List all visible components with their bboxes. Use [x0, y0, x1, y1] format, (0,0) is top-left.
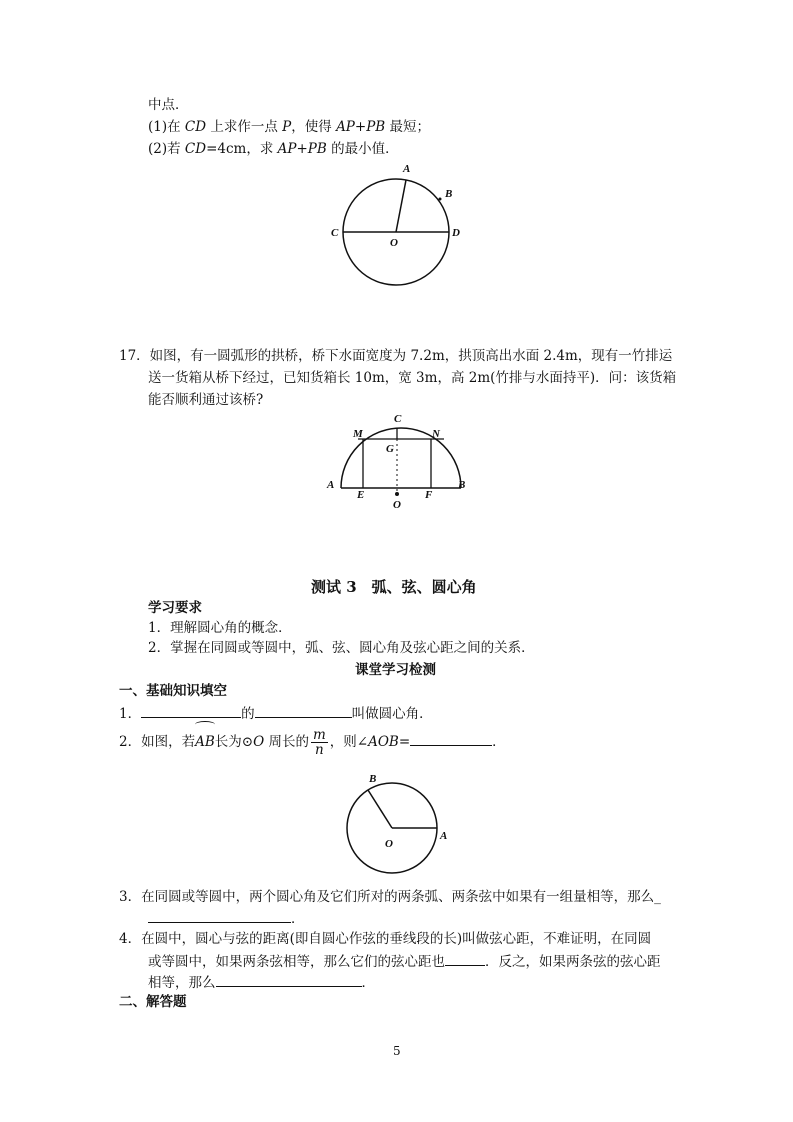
- label-d: D: [452, 227, 460, 239]
- q17-line2: 送一货箱从桥下经过，已知货箱长 10m，宽 3m，高 2m(竹排与水面持平)．问：该货箱: [148, 370, 677, 386]
- radius-oa: [396, 180, 406, 232]
- label-f: F: [425, 489, 433, 501]
- label-n: N: [432, 428, 440, 440]
- q16-circle-figure: [320, 155, 480, 290]
- section-2-heading: 二、解答题: [119, 994, 187, 1010]
- arc-ab: AB: [195, 724, 215, 760]
- label-c: C: [331, 227, 339, 239]
- label-e: E: [357, 489, 365, 501]
- blank-4a[interactable]: [445, 951, 485, 966]
- label-b: B: [458, 479, 466, 491]
- class-check-heading: 课堂学习检测: [355, 662, 436, 678]
- q17-bridge-figure: [320, 408, 480, 513]
- label-b: B: [369, 773, 377, 785]
- radius-ob: [368, 790, 392, 828]
- blank-2[interactable]: [410, 731, 492, 746]
- blank-1a[interactable]: [141, 703, 241, 718]
- label-c: C: [394, 413, 402, 425]
- item-1: 1． 的 叫做圆心角．: [119, 703, 433, 724]
- point-o: [395, 492, 399, 496]
- item2-circle-figure: [335, 770, 465, 880]
- item-4-line3: 相等，那么 ．: [148, 972, 375, 993]
- page-number: 5: [393, 1044, 401, 1058]
- item-3-line2: ．: [148, 908, 305, 929]
- q16-line1: (1)在 CD 上求作一点 P，使得 AP+PB 最短；: [148, 119, 431, 135]
- fraction-m-n: $\frac{m}{n}$: [312, 727, 326, 758]
- learning-req-2: 2．掌握在同圆或等圆中，弧、弦、圆心角及弦心距之间的关系．: [148, 640, 535, 656]
- item-3-line1: 3．在同圆或等圆中，两个圆心角及它们所对的两条弧、两条弦中如果有一组量相等，那么_: [119, 889, 661, 905]
- learning-req-1: 1．理解圆心角的概念．: [148, 620, 292, 636]
- blank-4b[interactable]: [216, 972, 362, 987]
- item-4-line2: 或等圆中，如果两条弦相等，那么它们的弦心距也 ．反之，如果两条弦的弦心距: [148, 951, 661, 972]
- label-o: O: [385, 838, 393, 850]
- q17-line3: 能否顺利通过该桥?: [148, 392, 264, 408]
- blank-1b[interactable]: [255, 703, 352, 718]
- blank-3[interactable]: [148, 908, 291, 923]
- label-o: O: [390, 237, 398, 249]
- q16-line0: 中点．: [148, 97, 189, 113]
- label-g: G: [386, 443, 394, 455]
- label-m: M: [353, 428, 363, 440]
- q17-line1: 17．如图，有一圆弧形的拱桥，桥下水面宽度为 7.2m，拱顶高出水面 2.4m，现有一竹排运: [119, 348, 673, 364]
- q16-line2: (2)若 CD=4cm，求 AP+PB 的最小值．: [148, 141, 399, 157]
- item-2: 2．如图，若AB长为⊙O 周长的 $\frac{m}{n}$ ，则∠AOB= ．: [119, 724, 506, 760]
- point-b: [439, 198, 442, 201]
- label-o: O: [393, 499, 401, 511]
- item-4-line1: 4．在圆中，圆心与弦的距离(即自圆心作弦的垂线段的长)叫做弦心距，不难证明，在同圆: [119, 931, 652, 947]
- label-b: B: [445, 188, 453, 200]
- label-a: A: [403, 163, 411, 175]
- label-a: A: [440, 830, 448, 842]
- learning-req-heading: 学习要求: [148, 600, 202, 616]
- section-1-heading: 一、基础知识填空: [119, 683, 227, 699]
- test3-title: 测试 3 弧、弦、圆心角: [311, 578, 477, 596]
- label-a: A: [327, 479, 335, 491]
